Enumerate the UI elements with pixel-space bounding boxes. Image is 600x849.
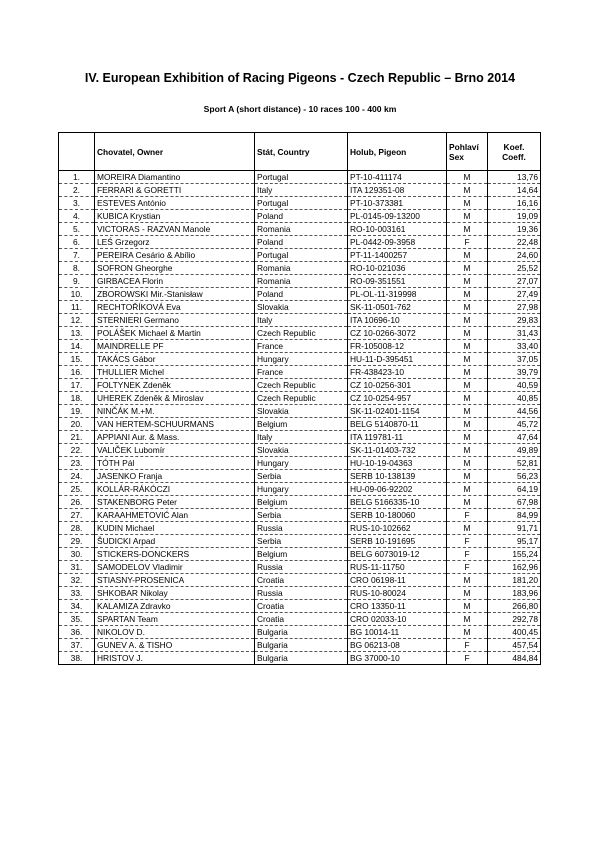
coefficient-cell: 181,20 — [488, 574, 541, 587]
pigeon-cell: RO-10-003161 — [348, 223, 447, 236]
row-number: 20. — [59, 418, 95, 431]
sex-cell: M — [447, 574, 488, 587]
pigeon-cell: PT-10-373381 — [348, 197, 447, 210]
country-cell: Serbia — [255, 470, 348, 483]
country-cell: Portugal — [255, 171, 348, 184]
sex-cell: M — [447, 483, 488, 496]
row-number: 15. — [59, 353, 95, 366]
row-number: 27. — [59, 509, 95, 522]
country-cell: France — [255, 340, 348, 353]
coefficient-cell: 49,89 — [488, 444, 541, 457]
country-cell: Poland — [255, 288, 348, 301]
owner-cell: SOFRON Gheorghe — [95, 262, 255, 275]
table-row — [59, 626, 541, 639]
pigeon-cell: ITA 129351-08 — [348, 184, 447, 197]
coefficient-cell: 183,96 — [488, 587, 541, 600]
coefficient-cell: 484,84 — [488, 652, 541, 665]
country-cell: Hungary — [255, 353, 348, 366]
owner-cell: ŠUDICKI Arpad — [95, 535, 255, 548]
table-row — [59, 288, 541, 301]
pigeon-cell: RUS-11-11750 — [348, 561, 447, 574]
country-cell: Bulgaria — [255, 652, 348, 665]
row-number: 16. — [59, 366, 95, 379]
country-cell: Italy — [255, 184, 348, 197]
country-cell: Serbia — [255, 535, 348, 548]
pigeon-cell: PT-11-1400257 — [348, 249, 447, 262]
country-cell: Romania — [255, 275, 348, 288]
coefficient-cell: 84,99 — [488, 509, 541, 522]
pigeon-cell: CRO 06198-11 — [348, 574, 447, 587]
owner-cell: TAKÁCS Gábor — [95, 353, 255, 366]
table-row — [59, 587, 541, 600]
owner-cell: THULLIER Michel — [95, 366, 255, 379]
country-cell: Bulgaria — [255, 626, 348, 639]
pigeon-cell: ITA 119781-11 — [348, 431, 447, 444]
country-cell: Hungary — [255, 457, 348, 470]
coefficient-cell: 33,40 — [488, 340, 541, 353]
owner-cell: NINČÁK M.+M. — [95, 405, 255, 418]
row-number: 35. — [59, 613, 95, 626]
results-body — [59, 171, 541, 665]
pigeon-cell: HU-11-D-395451 — [348, 353, 447, 366]
country-cell: Slovakia — [255, 444, 348, 457]
table-row — [59, 535, 541, 548]
sex-cell: M — [447, 184, 488, 197]
row-number: 6. — [59, 236, 95, 249]
table-row — [59, 392, 541, 405]
pigeon-cell: FR-105008-12 — [348, 340, 447, 353]
country-cell: Slovakia — [255, 405, 348, 418]
coefficient-cell: 37,05 — [488, 353, 541, 366]
coefficient-cell: 45,72 — [488, 418, 541, 431]
table-row — [59, 600, 541, 613]
owner-cell: ZBOROWSKI Mir.-Stanisław — [95, 288, 255, 301]
table-row — [59, 197, 541, 210]
sex-cell: M — [447, 444, 488, 457]
coefficient-cell: 31,43 — [488, 327, 541, 340]
sex-cell: M — [447, 379, 488, 392]
sex-cell: M — [447, 327, 488, 340]
pigeon-cell: CRO 02033-10 — [348, 613, 447, 626]
row-number: 19. — [59, 405, 95, 418]
owner-cell: STIASNY-PROSENICA — [95, 574, 255, 587]
coefficient-cell: 24,60 — [488, 249, 541, 262]
table-row — [59, 327, 541, 340]
row-number: 34. — [59, 600, 95, 613]
coefficient-cell: 22,48 — [488, 236, 541, 249]
pigeon-cell: SK-11-0501-762 — [348, 301, 447, 314]
owner-cell: FOLTYNEK Zdeněk — [95, 379, 255, 392]
sex-cell: M — [447, 418, 488, 431]
coefficient-cell: 27,07 — [488, 275, 541, 288]
pigeon-cell: PL-OL-11-319998 — [348, 288, 447, 301]
pigeon-cell: SK-11-01403-732 — [348, 444, 447, 457]
pigeon-cell: SK-11-02401-1154 — [348, 405, 447, 418]
pigeon-cell: CRO 13350-11 — [348, 600, 447, 613]
pigeon-cell: SERB 10-180060 — [348, 509, 447, 522]
row-number: 14. — [59, 340, 95, 353]
country-cell: Russia — [255, 522, 348, 535]
country-cell: Czech Republic — [255, 392, 348, 405]
owner-cell: UHEREK Zdeněk & Miroslav — [95, 392, 255, 405]
sex-cell: M — [447, 405, 488, 418]
country-cell: Bulgaria — [255, 639, 348, 652]
page-subtitle: Sport A (short distance) - 10 races 100 - 400 km — [203, 104, 397, 114]
owner-cell: PEREIRA Cesário & Abílio — [95, 249, 255, 262]
page-title: IV. European Exhibition of Racing Pigeons - Czech Republic – Brno 2014 — [84, 71, 516, 85]
coefficient-cell: 162,96 — [488, 561, 541, 574]
country-cell: Italy — [255, 431, 348, 444]
coefficient-cell: 457,54 — [488, 639, 541, 652]
pigeon-cell: HU-09-06-92202 — [348, 483, 447, 496]
row-number: 24. — [59, 470, 95, 483]
row-number: 36. — [59, 626, 95, 639]
table-row — [59, 496, 541, 509]
row-number: 23. — [59, 457, 95, 470]
owner-cell: VAN HERTEM-SCHUURMANS — [95, 418, 255, 431]
table-row — [59, 457, 541, 470]
coefficient-cell: 19,36 — [488, 223, 541, 236]
row-number: 17. — [59, 379, 95, 392]
table-row — [59, 314, 541, 327]
coefficient-cell: 56,23 — [488, 470, 541, 483]
country-cell: Romania — [255, 262, 348, 275]
pigeon-cell: BELG 5140870-11 — [348, 418, 447, 431]
pigeon-cell: ITA 10696-10 — [348, 314, 447, 327]
owner-cell: HRISTOV J. — [95, 652, 255, 665]
row-number: 8. — [59, 262, 95, 275]
row-number: 5. — [59, 223, 95, 236]
sex-cell: M — [447, 340, 488, 353]
pigeon-cell: BELG 5166335-10 — [348, 496, 447, 509]
pigeon-cell: RUS-10-102662 — [348, 522, 447, 535]
owner-cell: JASENKO Franja — [95, 470, 255, 483]
table-row — [59, 522, 541, 535]
table-row — [59, 340, 541, 353]
owner-cell: KUDIN Michael — [95, 522, 255, 535]
row-number: 37. — [59, 639, 95, 652]
sex-cell: F — [447, 535, 488, 548]
table-row — [59, 249, 541, 262]
country-cell: Belgium — [255, 496, 348, 509]
owner-cell: MOREIRA Diamantino — [95, 171, 255, 184]
table-row — [59, 405, 541, 418]
owner-cell: VICTORAS - RAZVAN Manole — [95, 223, 255, 236]
row-number: 31. — [59, 561, 95, 574]
pigeon-cell: BELG 6073019-12 — [348, 548, 447, 561]
coefficient-cell: 29,83 — [488, 314, 541, 327]
pigeon-cell: FR-438423-10 — [348, 366, 447, 379]
pigeon-cell: BG 10014-11 — [348, 626, 447, 639]
table-header-row — [59, 133, 541, 171]
row-number: 9. — [59, 275, 95, 288]
row-number: 32. — [59, 574, 95, 587]
country-cell: Portugal — [255, 249, 348, 262]
owner-cell: TÓTH Pál — [95, 457, 255, 470]
sex-cell: M — [447, 470, 488, 483]
row-number: 4. — [59, 210, 95, 223]
coefficient-cell: 266,80 — [488, 600, 541, 613]
owner-cell: LEŚ Grzegorz — [95, 236, 255, 249]
pigeon-cell: SERB 10-191695 — [348, 535, 447, 548]
owner-cell: APPIANI Aur. & Mass. — [95, 431, 255, 444]
country-cell: Romania — [255, 223, 348, 236]
country-cell: Serbia — [255, 509, 348, 522]
table-row — [59, 509, 541, 522]
owner-cell: KALAMIZA Zdravko — [95, 600, 255, 613]
header-country: Stát, Country — [255, 133, 348, 171]
sex-cell: M — [447, 314, 488, 327]
pigeon-cell: SERB 10-138139 — [348, 470, 447, 483]
row-number: 18. — [59, 392, 95, 405]
sex-cell: M — [447, 210, 488, 223]
sex-cell: F — [447, 236, 488, 249]
coefficient-cell: 16,16 — [488, 197, 541, 210]
country-cell: Hungary — [255, 483, 348, 496]
pigeon-cell: HU-10-19-04363 — [348, 457, 447, 470]
coefficient-cell: 25,52 — [488, 262, 541, 275]
table-row — [59, 275, 541, 288]
coefficient-cell: 13,76 — [488, 171, 541, 184]
coefficient-cell: 292,78 — [488, 613, 541, 626]
country-cell: Croatia — [255, 574, 348, 587]
owner-cell: STICKERS-DONCKERS — [95, 548, 255, 561]
table-row — [59, 184, 541, 197]
coefficient-cell: 400,45 — [488, 626, 541, 639]
row-number: 26. — [59, 496, 95, 509]
sex-cell: M — [447, 496, 488, 509]
sex-cell: M — [447, 262, 488, 275]
header-no — [59, 133, 95, 171]
pigeon-cell: BG 37000-10 — [348, 652, 447, 665]
coefficient-cell: 91,71 — [488, 522, 541, 535]
row-number: 13. — [59, 327, 95, 340]
sex-cell: M — [447, 431, 488, 444]
table-row — [59, 639, 541, 652]
row-number: 2. — [59, 184, 95, 197]
coefficient-cell: 64,19 — [488, 483, 541, 496]
row-number: 29. — [59, 535, 95, 548]
country-cell: Russia — [255, 561, 348, 574]
table-row — [59, 561, 541, 574]
pigeon-cell: PL-0145-09-13200 — [348, 210, 447, 223]
header-sex — [447, 133, 488, 171]
table-row — [59, 262, 541, 275]
header-sex-line2: Sex — [449, 151, 464, 162]
owner-cell: GUNEV A. & TISHO — [95, 639, 255, 652]
row-number: 38. — [59, 652, 95, 665]
coefficient-cell: 95,17 — [488, 535, 541, 548]
table-row — [59, 431, 541, 444]
pigeon-cell: RO-09-351551 — [348, 275, 447, 288]
owner-cell: STAKENBORG Peter — [95, 496, 255, 509]
owner-cell: KARAAHMETOVIĆ Alan — [95, 509, 255, 522]
owner-cell: SPARTAN Team — [95, 613, 255, 626]
pigeon-cell: CZ 10-0254-957 — [348, 392, 447, 405]
country-cell: Croatia — [255, 613, 348, 626]
country-cell: Belgium — [255, 548, 348, 561]
sex-cell: M — [447, 288, 488, 301]
sex-cell: M — [447, 587, 488, 600]
pigeon-cell: PL-0442-09-3958 — [348, 236, 447, 249]
sex-cell: M — [447, 223, 488, 236]
country-cell: Poland — [255, 236, 348, 249]
coefficient-cell: 27,98 — [488, 301, 541, 314]
sex-cell: F — [447, 561, 488, 574]
sex-cell: M — [447, 600, 488, 613]
country-cell: Croatia — [255, 600, 348, 613]
table-row — [59, 613, 541, 626]
row-number: 1. — [59, 171, 95, 184]
owner-cell: FERRARI & GORETTI — [95, 184, 255, 197]
sex-cell: F — [447, 652, 488, 665]
row-number: 25. — [59, 483, 95, 496]
owner-cell: KUBICA Krystian — [95, 210, 255, 223]
country-cell: France — [255, 366, 348, 379]
sex-cell: M — [447, 171, 488, 184]
row-number: 33. — [59, 587, 95, 600]
coefficient-cell: 52,81 — [488, 457, 541, 470]
results-table — [58, 132, 541, 665]
coefficient-cell: 44,56 — [488, 405, 541, 418]
owner-cell: ESTEVES António — [95, 197, 255, 210]
table-row — [59, 470, 541, 483]
pigeon-cell: CZ 10-0256-301 — [348, 379, 447, 392]
table-row — [59, 548, 541, 561]
coefficient-cell: 155,24 — [488, 548, 541, 561]
sex-cell: M — [447, 249, 488, 262]
sex-cell: M — [447, 275, 488, 288]
owner-cell: GIRBACEA Florin — [95, 275, 255, 288]
table-row — [59, 483, 541, 496]
header-pigeon: Holub, Pigeon — [348, 133, 447, 171]
sex-cell: M — [447, 522, 488, 535]
country-cell: Portugal — [255, 197, 348, 210]
header-coef — [488, 133, 541, 171]
row-number: 21. — [59, 431, 95, 444]
table-row — [59, 366, 541, 379]
header-owner: Chovatel, Owner — [95, 133, 255, 171]
row-number: 11. — [59, 301, 95, 314]
sex-cell: M — [447, 392, 488, 405]
owner-cell: SAMODELOV Vladimir — [95, 561, 255, 574]
table-row — [59, 210, 541, 223]
sex-cell: M — [447, 301, 488, 314]
owner-cell: MAINDRELLE PF — [95, 340, 255, 353]
row-number: 30. — [59, 548, 95, 561]
coefficient-cell: 67,98 — [488, 496, 541, 509]
sex-cell: M — [447, 197, 488, 210]
table-row — [59, 574, 541, 587]
table-row — [59, 236, 541, 249]
owner-cell: RECHTOŘÍKOVÁ Eva — [95, 301, 255, 314]
row-number: 12. — [59, 314, 95, 327]
country-cell: Belgium — [255, 418, 348, 431]
table-row — [59, 301, 541, 314]
pigeon-cell: CZ 10-0266-3072 — [348, 327, 447, 340]
row-number: 22. — [59, 444, 95, 457]
pigeon-cell: RUS-10-80024 — [348, 587, 447, 600]
owner-cell: NIKOLOV D. — [95, 626, 255, 639]
coefficient-cell: 39,79 — [488, 366, 541, 379]
coefficient-cell: 47,64 — [488, 431, 541, 444]
header-coef-line1: Koef. — [503, 141, 525, 152]
table-row — [59, 379, 541, 392]
sex-cell: F — [447, 639, 488, 652]
coefficient-cell: 27,49 — [488, 288, 541, 301]
pigeon-cell: RO-10-021036 — [348, 262, 447, 275]
sex-cell: F — [447, 548, 488, 561]
country-cell: Czech Republic — [255, 327, 348, 340]
country-cell: Poland — [255, 210, 348, 223]
sex-cell: M — [447, 353, 488, 366]
owner-cell: KOLLÁR-RÁKÓCZI — [95, 483, 255, 496]
owner-cell: VALIČEK Lubomír — [95, 444, 255, 457]
owner-cell: SHKOBAR Nikolay — [95, 587, 255, 600]
country-cell: Russia — [255, 587, 348, 600]
coefficient-cell: 40,59 — [488, 379, 541, 392]
country-cell: Slovakia — [255, 301, 348, 314]
table-row — [59, 353, 541, 366]
owner-cell: POLÁŠEK Michael & Martin — [95, 327, 255, 340]
sex-cell: F — [447, 509, 488, 522]
header-coef-line2: Coeff. — [502, 151, 526, 162]
table-row — [59, 418, 541, 431]
sex-cell: M — [447, 626, 488, 639]
country-cell: Czech Republic — [255, 379, 348, 392]
coefficient-cell: 19,09 — [488, 210, 541, 223]
sex-cell: M — [447, 366, 488, 379]
table-row — [59, 223, 541, 236]
pigeon-cell: BG 06213-08 — [348, 639, 447, 652]
country-cell: Italy — [255, 314, 348, 327]
coefficient-cell: 40,85 — [488, 392, 541, 405]
sex-cell: M — [447, 457, 488, 470]
header-sex-line1: Pohlaví — [449, 141, 479, 152]
table-row — [59, 652, 541, 665]
sex-cell: M — [447, 613, 488, 626]
table-row — [59, 171, 541, 184]
owner-cell: STERNIERI Germano — [95, 314, 255, 327]
row-number: 7. — [59, 249, 95, 262]
row-number: 10. — [59, 288, 95, 301]
row-number: 3. — [59, 197, 95, 210]
pigeon-cell: PT-10-411174 — [348, 171, 447, 184]
coefficient-cell: 14,64 — [488, 184, 541, 197]
row-number: 28. — [59, 522, 95, 535]
table-row — [59, 444, 541, 457]
